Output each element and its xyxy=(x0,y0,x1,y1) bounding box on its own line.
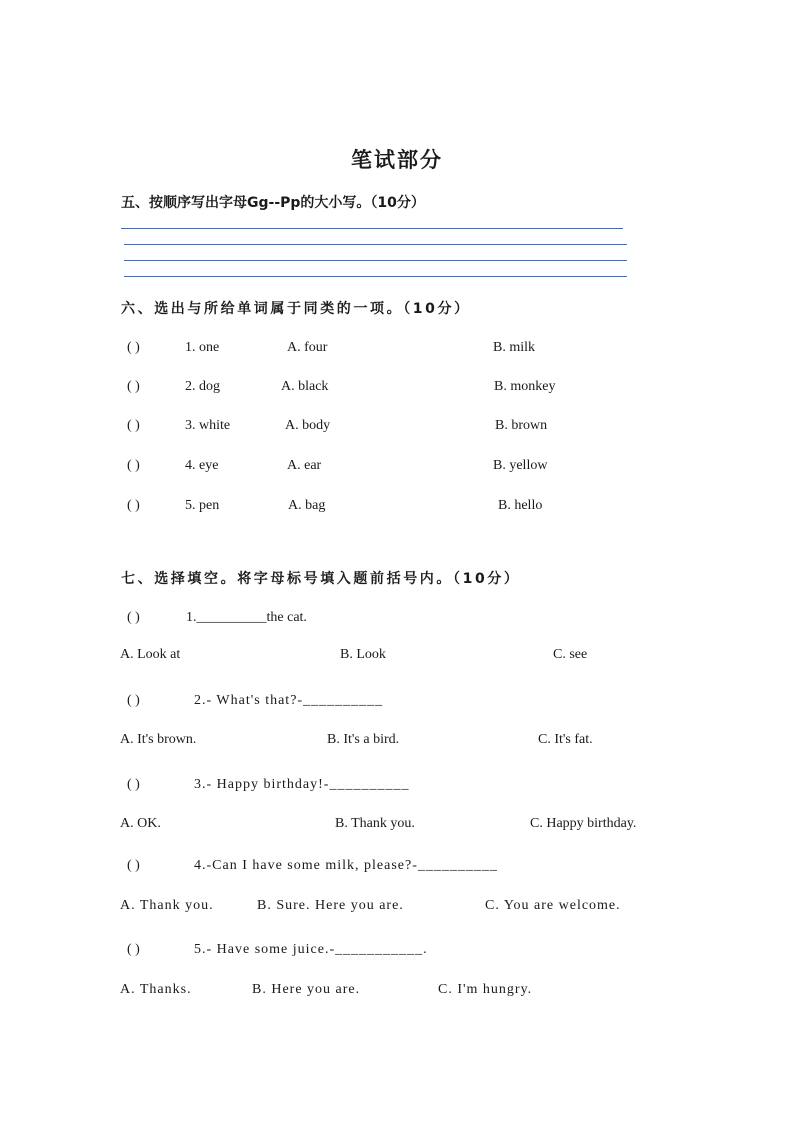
option-b: B. Look xyxy=(340,647,386,662)
option-b: B. monkey xyxy=(494,379,556,394)
option-a: A. It's brown. xyxy=(120,732,197,747)
option-b: B. It's a bird. xyxy=(327,732,400,747)
writing-line[interactable] xyxy=(121,228,623,229)
writing-line[interactable] xyxy=(124,244,627,245)
page-title: 笔试部分 xyxy=(351,148,443,172)
question-word: 1. one xyxy=(185,340,220,355)
writing-line[interactable] xyxy=(124,260,627,261)
question-text: 2.- What's that?-__________ xyxy=(194,693,384,708)
section-7-heading: 七、选择填空。将字母标号填入题前括号内。（10分） xyxy=(121,571,521,587)
writing-line[interactable] xyxy=(124,276,627,277)
option-c: C. see xyxy=(553,647,588,662)
answer-blank[interactable]: ( ) xyxy=(127,458,140,473)
answer-blank[interactable]: ( ) xyxy=(127,942,140,957)
question-text: 3.- Happy birthday!-__________ xyxy=(194,777,410,792)
answer-blank[interactable]: ( ) xyxy=(127,340,140,355)
question-text: 5.- Have some juice.-___________. xyxy=(194,942,428,957)
option-a: A. black xyxy=(281,379,329,394)
section-6-heading: 六、选出与所给单词属于同类的一项。（10分） xyxy=(121,301,471,317)
question-text: 1.__________the cat. xyxy=(186,610,307,625)
option-b: B. yellow xyxy=(493,458,548,473)
option-a: A. Thank you. xyxy=(120,898,214,913)
question-text: 4.-Can I have some milk, please?-__________ xyxy=(194,858,498,873)
answer-blank[interactable]: ( ) xyxy=(127,693,140,708)
question-word: 2. dog xyxy=(185,379,220,394)
option-b: B. brown xyxy=(495,418,548,433)
option-c: C. It's fat. xyxy=(538,732,593,747)
question-word: 5. pen xyxy=(185,498,220,513)
option-c: C. You are welcome. xyxy=(485,898,621,913)
section-5-heading: 五、按顺序写出字母Gg--Pp的大小写。（10分） xyxy=(121,195,425,211)
answer-blank[interactable]: ( ) xyxy=(127,610,140,625)
answer-blank[interactable]: ( ) xyxy=(127,777,140,792)
option-b: B. hello xyxy=(498,498,543,513)
answer-blank[interactable]: ( ) xyxy=(127,498,140,513)
option-a: A. OK. xyxy=(120,816,161,831)
option-b: B. Thank you. xyxy=(335,816,415,831)
answer-blank[interactable]: ( ) xyxy=(127,379,140,394)
option-a: A. ear xyxy=(287,458,322,473)
option-b: B. Sure. Here you are. xyxy=(257,898,404,913)
option-a: A. body xyxy=(285,418,331,433)
option-a: A. four xyxy=(287,340,328,355)
option-b: B. milk xyxy=(493,340,536,355)
option-c: C. Happy birthday. xyxy=(530,816,637,831)
question-word: 4. eye xyxy=(185,458,219,473)
option-a: A. Look at xyxy=(120,647,181,662)
answer-blank[interactable]: ( ) xyxy=(127,858,140,873)
question-word: 3. white xyxy=(185,418,231,433)
option-a: A. bag xyxy=(288,498,326,513)
option-c: C. I'm hungry. xyxy=(438,982,533,997)
option-b: B. Here you are. xyxy=(252,982,361,997)
option-a: A. Thanks. xyxy=(120,982,192,997)
answer-blank[interactable]: ( ) xyxy=(127,418,140,433)
